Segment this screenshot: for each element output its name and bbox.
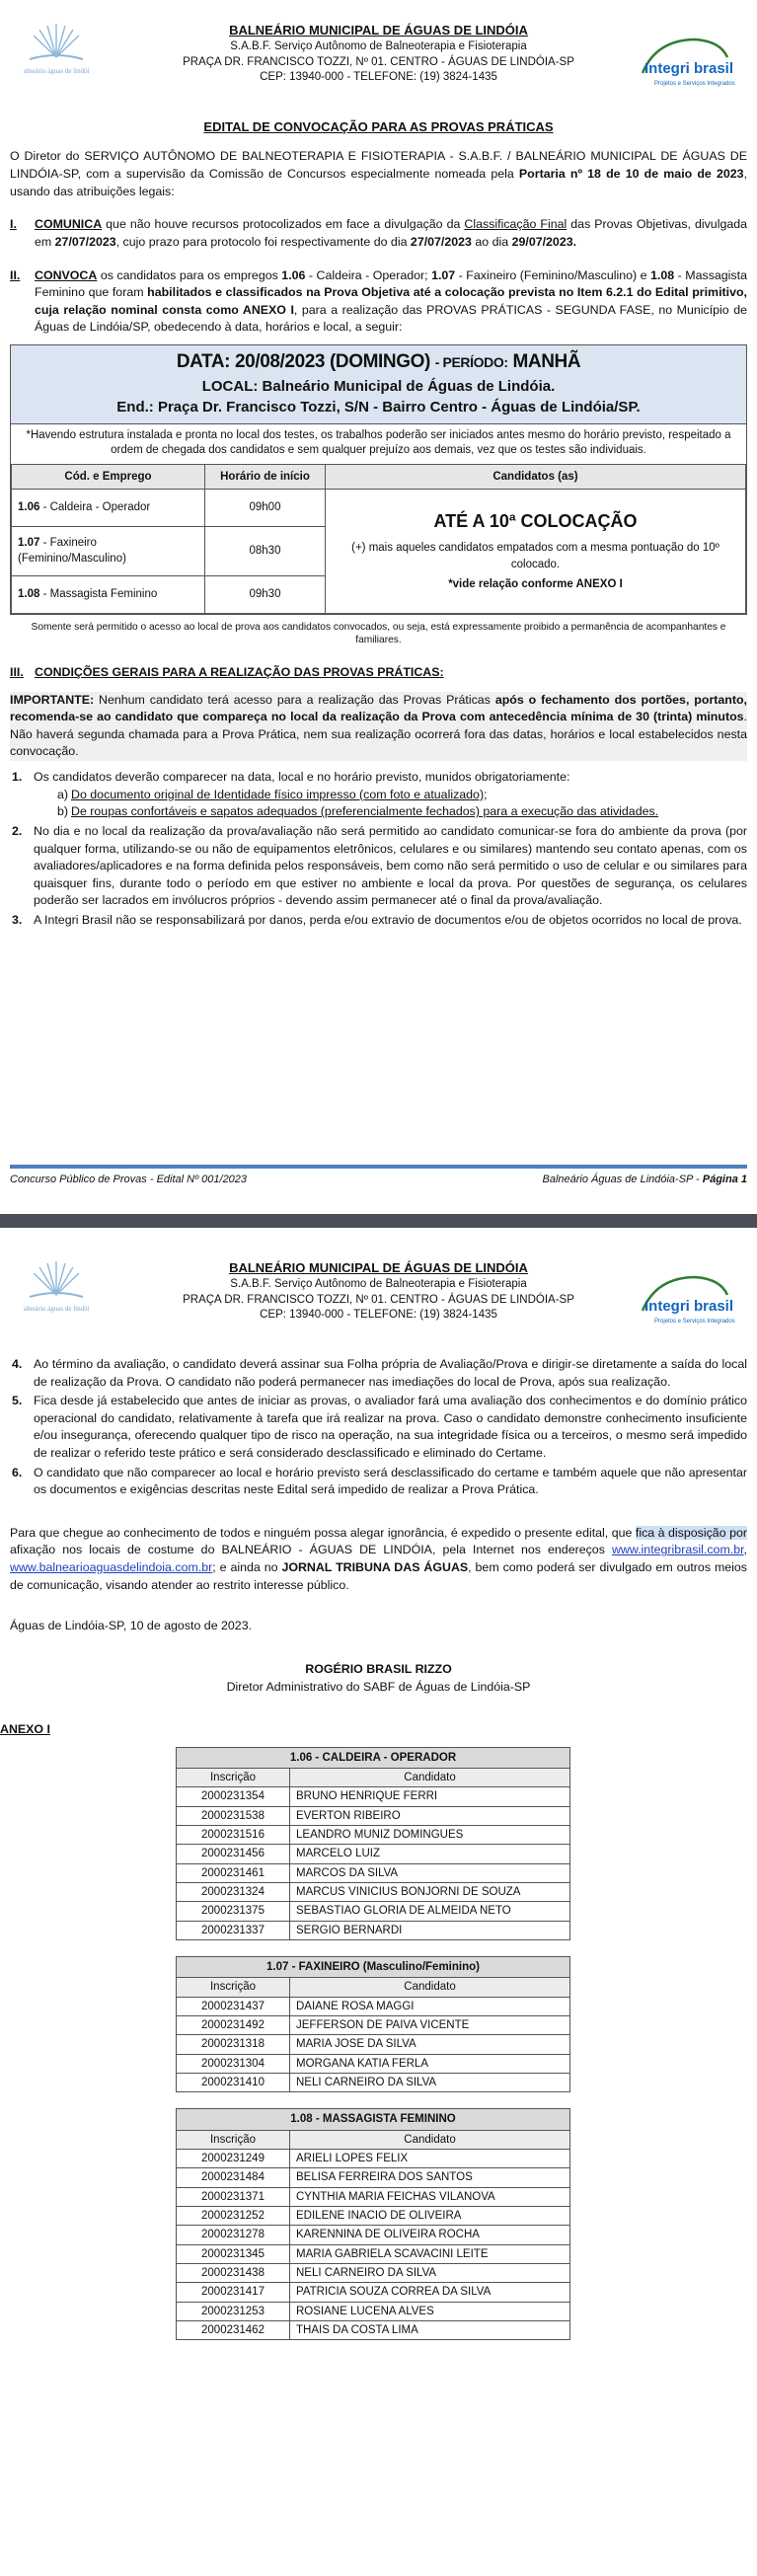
candidato-cell: LEANDRO MUNIZ DOMINGUES [290, 1826, 570, 1845]
col-header-horario: Horário de início [205, 464, 326, 489]
exam-location: LOCAL: Balneário Municipal de Águas de Lindóia. [201, 377, 556, 395]
col-header-candidatos: Candidatos (as) [326, 464, 746, 489]
inscricao-cell: 2000231456 [177, 1845, 290, 1863]
col-header-inscricao: Inscrição [177, 1978, 290, 1997]
inscricao-cell: 2000231371 [177, 2187, 290, 2206]
col-header-inscricao: Inscrição [177, 1769, 290, 1787]
balneario-logo-text: balneário águas de lindóia [24, 67, 89, 75]
inscricao-cell: 2000231354 [177, 1787, 290, 1806]
list-item: 2. No dia e no local da realização da prova/avaliação não será permitido ao candidato comunicar-se fora do ambiente da prova (por qualquer forma, utilizando-se ou não de equipamentos eletrônicos, celulares e ou similares) mantendo seu contato apenas, com os avaliadores/aplicadores e na forma definida pelos responsáveis, bem como não será permitido o uso de celular e ou similares para quaisquer fins, durante todo o período em que estiver no ambiente e local da prova. Por questões de segurança, os celulares poderão ser lacrados em invólucros próprios - devendo assim permanecer até o final da prova/avaliação. [12, 823, 747, 908]
col-header-candidato: Candidato [290, 2130, 570, 2149]
inscricao-cell: 2000231492 [177, 2016, 290, 2035]
candidato-cell: EVERTON RIBEIRO [290, 1806, 570, 1825]
exam-info-box [10, 344, 747, 615]
candidato-cell: KARENNINA DE OLIVEIRA ROCHA [290, 2226, 570, 2244]
conditions-list-a [10, 769, 747, 929]
access-note: Somente será permitido o acesso ao local de prova aos candidatos convocados, ou seja, está expressamente proibido a permanência de acompanhantes e familiares. [31, 621, 726, 645]
table-row [177, 1806, 570, 1825]
table-row [177, 2016, 570, 2035]
balneario-link[interactable]: www.balnearioaguasdelindoia.com.br [10, 1560, 213, 1575]
candidato-cell: SEBASTIAO GLORIA DE ALMEIDA NETO [290, 1902, 570, 1921]
table-row [177, 2226, 570, 2244]
conditions-list-b [10, 1356, 747, 1499]
list-item: 1. Os candidatos deverão comparecer na data, local e no horário previsto, munidos obrigatoriamente: a) Do documento original de Identidade físico impresso (com foto e atualizado); b) De roupas confortáveis e sapatos adequados (preferencialmente fechados) para a execução das atividades. [12, 770, 659, 819]
signer-name: ROGÉRIO BRASIL RIZZO [305, 1661, 452, 1676]
candidato-cell: ROSIANE LUCENA ALVES [290, 2302, 570, 2320]
col-header-emprego: Cód. e Emprego [12, 464, 205, 489]
balneario-logo [24, 1259, 89, 1328]
roster-title: 1.08 - MASSAGISTA FEMININO [177, 2109, 570, 2130]
candidato-cell: BELISA FERREIRA DOS SANTOS [290, 2168, 570, 2187]
page-header [10, 22, 747, 103]
schedule-row: 1.08 - Massagista Feminino 09h30 [12, 575, 746, 613]
candidato-cell: JEFFERSON DE PAIVA VICENTE [290, 2016, 570, 2035]
table-row [177, 2302, 570, 2320]
list-item: 6. O candidato que não comparecer ao local e horário previsto será desclassificado do certame e também aquele que não apresentar os documentos e exigências descritas neste Edital será impedido de realizar a Prova Prática. [12, 1465, 747, 1497]
important-notice: IMPORTANTE: Nenhum candidato terá acesso para a realização das Provas Práticas após o fechamento dos portões, portanto, recomenda-se ao candidato que compareça no local da realização da Prova com antecedência mínima de 30 (trinta) minutos. Não haverá segunda chamada para a Prova Prática, nem sua realização ocorrerá fora das datas, horários e local estabelecidos nesta convocação. [10, 692, 747, 761]
table-row [177, 2035, 570, 2054]
col-header-candidato: Candidato [290, 1769, 570, 1787]
institution-name: BALNEÁRIO MUNICIPAL DE ÁGUAS DE LINDÓIA [229, 23, 528, 38]
inscricao-cell: 2000231417 [177, 2283, 290, 2302]
schedule-row: 1.06 - Caldeira - Operador 09h00 ATÉ A 10ª COLOCAÇÃO (+) mais aqueles candidatos empatados com a mesma pontuação do 10º colocado. *vide relação conforme ANEXO I [12, 489, 746, 526]
page-footer: Concurso Público de Provas - Edital Nº 001/2023 Balneário Águas de Lindóia-SP - Página 1 [10, 1165, 747, 1188]
document-page-2 [0, 1238, 757, 2576]
candidato-cell: DAIANE ROSA MAGGI [290, 1997, 570, 2015]
candidato-cell: SERGIO BERNARDI [290, 1921, 570, 1939]
table-row [177, 2187, 570, 2206]
table-row [177, 1902, 570, 1921]
table-row [177, 1826, 570, 1845]
section-iii-title: III. CONDIÇÕES GERAIS PARA A REALIZAÇÃO DAS PROVAS PRÁTICAS: [10, 665, 444, 680]
inscricao-cell: 2000231252 [177, 2206, 290, 2225]
page-header [10, 1259, 747, 1340]
candidato-cell: MARCOS DA SILVA [290, 1863, 570, 1882]
table-row [177, 1883, 570, 1902]
table-row [177, 2054, 570, 2073]
candidato-cell: MARCUS VINICIUS BONJORNI DE SOUZA [290, 1883, 570, 1902]
roster-table [176, 1747, 570, 1940]
inscricao-cell: 2000231249 [177, 2149, 290, 2167]
candidato-cell: NELI CARNEIRO DA SILVA [290, 2074, 570, 2092]
exam-info-header: DATA: 20/08/2023 (DOMINGO) - PERÍODO: MANHÃ LOCAL: Balneário Municipal de Águas de Lindóia. End.: Praça Dr. Francisco Tozzi, S/N - Bairro Centro - Águas de Lindóia/SP. [11, 345, 746, 424]
annex-title: ANEXO I [0, 1722, 50, 1737]
schedule-row: 1.07 - Faxineiro (Feminino/Masculino) 08h30 [12, 526, 746, 575]
date-line: Águas de Lindóia-SP, 10 de agosto de 2023. [10, 1619, 253, 1633]
table-row [177, 2283, 570, 2302]
inscricao-cell: 2000231437 [177, 1997, 290, 2015]
intro-paragraph: O Diretor do SERVIÇO AUTÔNOMO DE BALNEOTERAPIA E FISIOTERAPIA - S.A.B.F. / BALNEÁRIO MUNICIPAL DE ÁGUAS DE LINDÓIA-SP, com a supervisão da Comissão de Concursos especialmente nomeada pela Portaria nº 18 de 10 de maio de 2023, usando das atribuições legais: [10, 149, 748, 198]
table-row [177, 2263, 570, 2282]
list-item: 3. A Integri Brasil não se responsabilizará por danos, perda e/ou extravio de documentos e/ou de objetos ocorridos no local de prova. [12, 912, 742, 927]
inscricao-cell: 2000231484 [177, 2168, 290, 2187]
inscricao-cell: 2000231278 [177, 2226, 290, 2244]
inscricao-cell: 2000231461 [177, 1863, 290, 1882]
closing-paragraph: Para que chegue ao conhecimento de todos e ninguém possa alegar ignorância, é expedido o presente edital, que fica à disposição por afixação nos locais de costume do BALNEÁRIO - ÁGUAS DE LINDÓIA, pela Internet nos endereços www.integribrasil.com.br, www.balnearioaguasdelindoia.com.br; e ainda no JORNAL TRIBUNA DAS ÁGUAS, bem como poderá ser divulgado em outros meios de comunicação, visando atender ao restrito interesse público. [10, 1525, 748, 1592]
institution-subtitle: S.A.B.F. Serviço Autônomo de Balneoterapia e Fisioterapia [230, 40, 527, 53]
table-row [177, 1863, 570, 1882]
inscricao-cell: 2000231324 [177, 1883, 290, 1902]
inscricao-cell: 2000231337 [177, 1921, 290, 1939]
inscricao-cell: 2000231438 [177, 2263, 290, 2282]
roster-table [176, 2108, 570, 2340]
inscricao-cell: 2000231538 [177, 1806, 290, 1825]
roster-title: 1.06 - CALDEIRA - OPERADOR [177, 1747, 570, 1768]
inscricao-cell: 2000231253 [177, 2302, 290, 2320]
table-row [177, 2320, 570, 2339]
table-row [177, 2074, 570, 2092]
table-row [177, 2149, 570, 2167]
inscricao-cell: 2000231318 [177, 2035, 290, 2054]
institution-name: BALNEÁRIO MUNICIPAL DE ÁGUAS DE LINDÓIA [229, 1260, 528, 1275]
inscricao-cell: 2000231516 [177, 1826, 290, 1845]
table-row [177, 2206, 570, 2225]
integribrasil-link[interactable]: www.integribrasil.com.br [611, 1543, 744, 1557]
institution-address: PRAÇA DR. FRANCISCO TOZZI, Nº 01. CENTRO - ÁGUAS DE LINDÓIA-SP [183, 55, 574, 68]
balneario-logo [24, 22, 89, 91]
candidato-cell: PATRICIA SOUZA CORREA DA SILVA [290, 2283, 570, 2302]
table-row [177, 1845, 570, 1863]
integri-brasil-logo [637, 34, 735, 93]
institution-address: PRAÇA DR. FRANCISCO TOZZI, Nº 01. CENTRO - ÁGUAS DE LINDÓIA-SP [183, 1293, 574, 1306]
roster-title: 1.07 - FAXINEIRO (Masculino/Feminino) [177, 1957, 570, 1978]
inscricao-cell: 2000231462 [177, 2320, 290, 2339]
table-row [177, 2168, 570, 2187]
candidato-cell: MORGANA KATIA FERLA [290, 2054, 570, 2073]
table-row [177, 1921, 570, 1939]
candidato-cell: NELI CARNEIRO DA SILVA [290, 2263, 570, 2282]
signer-role: Diretor Administrativo do SABF de Águas de Lindóia-SP [226, 1679, 531, 1694]
candidato-cell: THAIS DA COSTA LIMA [290, 2320, 570, 2339]
candidato-cell: EDILENE INACIO DE OLIVEIRA [290, 2206, 570, 2225]
candidato-cell: ARIELI LOPES FELIX [290, 2149, 570, 2167]
classificacao-final-link: Classificação Final [464, 217, 568, 232]
candidato-cell: CYNTHIA MARIA FEICHAS VILANOVA [290, 2187, 570, 2206]
inscricao-cell: 2000231304 [177, 2054, 290, 2073]
table-row [177, 1787, 570, 1806]
list-item: 5. Fica desde já estabelecido que antes de iniciar as provas, o avaliador fará uma avaliação dos conhecimentos e do domínio prático operacional do candidato, relativamente à tarefa que irá realizar na prova. Caso o candidato demonstre conhecimento insuficiente e/ou insegurança, oferecendo qualquer tipo de risco na operação, na sua integridade física ou a terceiros, o mesmo será impedido de realizar o referido teste prático e será considerado desclassificado e eliminado do Certame. [12, 1394, 747, 1461]
candidates-cell: ATÉ A 10ª COLOCAÇÃO (+) mais aqueles candidatos empatados com a mesma pontuação do 10º colocado. *vide relação conforme ANEXO I [326, 489, 746, 613]
table-row [177, 1997, 570, 2015]
list-item: 4. Ao término da avaliação, o candidato deverá assinar sua Folha própria de Avaliação/Prova e dirigir-se diretamente a saída do local de realização da Prova. O candidato não poderá permanecer nas imediações do local de Prova, após sua realização. [12, 1357, 747, 1389]
page-separator [0, 1214, 757, 1238]
inscricao-cell: 2000231410 [177, 2074, 290, 2092]
inscricao-cell: 2000231345 [177, 2244, 290, 2263]
candidato-cell: MARIA GABRIELA SCAVACINI LEITE [290, 2244, 570, 2263]
roster-table [176, 1956, 570, 2092]
exam-address: End.: Praça Dr. Francisco Tozzi, S/N - Bairro Centro - Águas de Lindóia/SP. [116, 399, 641, 417]
inscricao-cell: 2000231375 [177, 1902, 290, 1921]
institution-subtitle: S.A.B.F. Serviço Autônomo de Balneoterapia e Fisioterapia [230, 1278, 527, 1291]
edital-title: EDITAL DE CONVOCAÇÃO PARA AS PROVAS PRÁTICAS [203, 119, 554, 134]
col-header-candidato: Candidato [290, 1978, 570, 1997]
candidato-cell: BRUNO HENRIQUE FERRI [290, 1787, 570, 1806]
col-header-inscricao: Inscrição [177, 2130, 290, 2149]
document-page-1 [0, 0, 757, 1214]
institution-contact: CEP: 13940-000 - TELEFONE: (19) 3824-1435 [260, 1309, 497, 1322]
integri-logo-tagline: Projetos e Serviços Integrados [654, 81, 735, 87]
table-row [177, 2244, 570, 2263]
balneario-logo-text: balneário águas de lindóia [24, 1305, 89, 1313]
schedule-table [11, 464, 746, 614]
institution-contact: CEP: 13940-000 - TELEFONE: (19) 3824-1435 [260, 71, 497, 84]
integri-logo-brand: Integri brasil [644, 1298, 734, 1315]
section-ii: II. CONVOCA os candidatos para os empregos 1.06 - Caldeira - Operador; 1.07 - Faxineiro (Feminino/Masculino) e 1.08 - Massagista Feminino que foram habilitados e classificados na Prova Objetiva até a colocação prevista no Item 6.2.1 do Edital primitivo, cuja relação nominal consta como ANEXO I, para a realização das PROVAS PRÁTICAS - SEGUNDA FASE, no Município de Águas de Lindóia/SP, obedecendo à data, horários e local, a seguir: [10, 267, 747, 335]
integri-brasil-logo [637, 1271, 735, 1330]
annex-rosters [0, 1747, 747, 2341]
candidato-cell: MARCELO LUIZ [290, 1845, 570, 1863]
candidato-cell: MARIA JOSE DA SILVA [290, 2035, 570, 2054]
integri-logo-brand: Integri brasil [644, 60, 734, 77]
exam-note: *Havendo estrutura instalada e pronta no local dos testes, os trabalhos poderão ser iniciados antes mesmo do horário previsto, respeitado a ordem de chegada dos candidatos e sem qualquer prejuízo aos demais, vez que os testes são individuais. [26, 428, 731, 457]
integri-logo-tagline: Projetos e Serviços Integrados [654, 1319, 735, 1325]
section-i: I. COMUNICA que não houve recursos protocolizados em face a divulgação da Classificação Final das Provas Objetivas, divulgada em 27/07/2023, cujo prazo para protocolo foi respectivamente do dia 27/07/2023 ao dia 29/07/2023. [10, 217, 748, 249]
